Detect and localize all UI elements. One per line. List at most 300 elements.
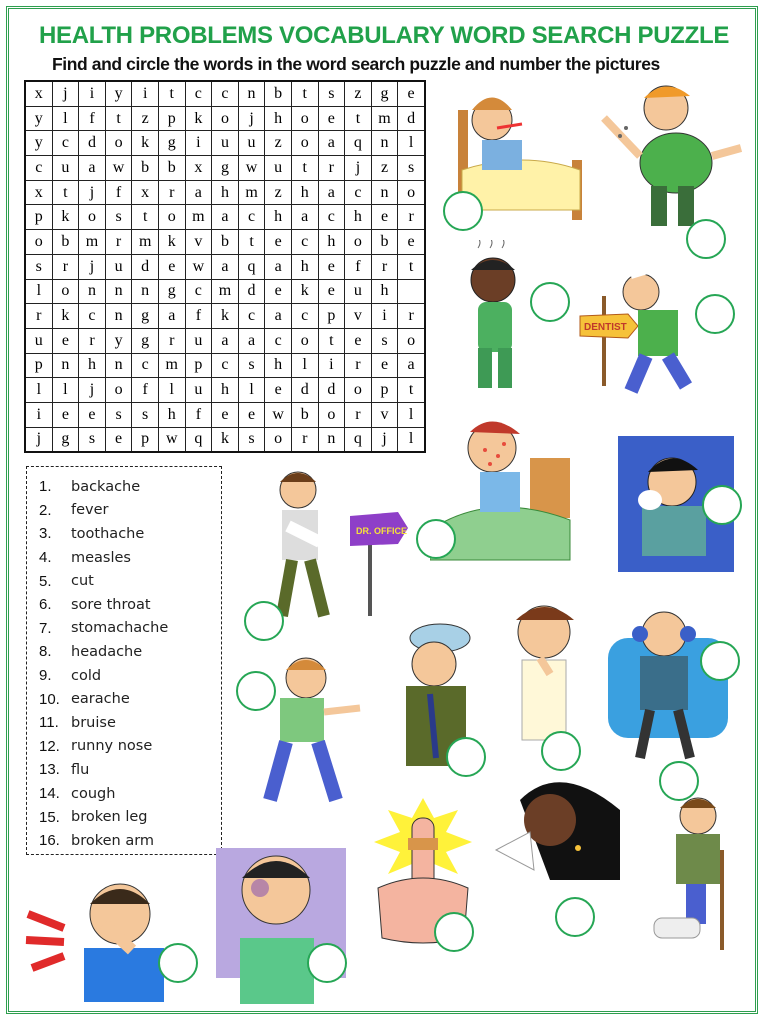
grid-cell[interactable]: l: [52, 378, 79, 403]
vocabulary-item: [39, 782, 221, 806]
grid-cell[interactable]: a: [265, 254, 292, 279]
grid-cell[interactable]: e: [265, 279, 292, 304]
vocabulary-item: [39, 687, 221, 711]
grid-cell[interactable]: p: [318, 304, 345, 329]
grid-cell[interactable]: a: [398, 353, 425, 378]
grid-cell[interactable]: h: [371, 279, 398, 304]
grid-cell[interactable]: p: [158, 106, 185, 131]
grid-row: [25, 402, 425, 427]
grid-cell[interactable]: c: [345, 180, 372, 205]
grid-cell[interactable]: c: [185, 81, 212, 106]
grid-cell[interactable]: i: [371, 304, 398, 329]
grid-cell[interactable]: g: [371, 81, 398, 106]
grid-cell[interactable]: c: [212, 353, 239, 378]
vocabulary-number: 3.: [39, 525, 52, 543]
grid-cell[interactable]: r: [398, 304, 425, 329]
vocabulary-word: flu: [71, 761, 90, 778]
grid-cell[interactable]: u: [185, 328, 212, 353]
grid-cell[interactable]: t: [132, 205, 159, 230]
answer-circle-measles[interactable]: [416, 519, 456, 559]
grid-row: [25, 279, 425, 304]
grid-cell[interactable]: l: [398, 427, 425, 452]
grid-cell[interactable]: s: [318, 81, 345, 106]
grid-cell[interactable]: k: [132, 131, 159, 156]
grid-cell[interactable]: o: [105, 131, 132, 156]
grid-cell[interactable]: l: [52, 106, 79, 131]
grid-cell[interactable]: t: [158, 81, 185, 106]
grid-cell[interactable]: i: [132, 81, 159, 106]
vocabulary-item: [39, 617, 221, 641]
grid-cell[interactable]: p: [185, 353, 212, 378]
grid-cell[interactable]: u: [265, 156, 292, 181]
grid-cell[interactable]: f: [345, 254, 372, 279]
vocabulary-number: 8.: [39, 643, 52, 661]
grid-cell[interactable]: k: [52, 304, 79, 329]
grid-cell[interactable]: c: [25, 156, 52, 181]
grid-row: [25, 378, 425, 403]
grid-cell[interactable]: o: [158, 205, 185, 230]
answer-circle-stomachache[interactable]: [530, 282, 570, 322]
grid-cell[interactable]: r: [158, 328, 185, 353]
grid-cell[interactable]: m: [132, 230, 159, 255]
vocabulary-item: [39, 758, 221, 782]
grid-cell[interactable]: d: [291, 378, 318, 403]
vocabulary-item: [39, 475, 221, 499]
grid-cell[interactable]: l: [398, 402, 425, 427]
grid-cell[interactable]: f: [105, 180, 132, 205]
vocabulary-item: [39, 569, 221, 593]
grid-cell[interactable]: h: [158, 402, 185, 427]
grid-row: [25, 353, 425, 378]
grid-cell[interactable]: y: [25, 131, 52, 156]
grid-cell[interactable]: l: [398, 131, 425, 156]
grid-cell[interactable]: q: [345, 427, 372, 452]
grid-cell[interactable]: a: [238, 328, 265, 353]
grid-cell[interactable]: x: [185, 156, 212, 181]
toothache-man-illustration: [24, 864, 174, 1004]
grid-cell[interactable]: e: [265, 378, 292, 403]
grid-cell[interactable]: e: [398, 230, 425, 255]
vocabulary-number: 4.: [39, 549, 52, 567]
vocabulary-list: [26, 466, 222, 855]
grid-cell[interactable]: z: [132, 106, 159, 131]
grid-cell[interactable]: d: [79, 131, 106, 156]
vocabulary-word: broken arm: [71, 832, 155, 849]
grid-cell[interactable]: c: [265, 328, 292, 353]
grid-cell[interactable]: n: [371, 131, 398, 156]
grid-cell[interactable]: t: [398, 378, 425, 403]
grid-cell[interactable]: k: [212, 427, 239, 452]
grid-row: [25, 328, 425, 353]
grid-cell[interactable]: g: [132, 304, 159, 329]
word-search-grid[interactable]: [24, 80, 426, 453]
grid-cell[interactable]: t: [238, 230, 265, 255]
grid-cell[interactable]: p: [25, 353, 52, 378]
doctor-office-sign: DR. OFFICE: [356, 526, 407, 536]
grid-cell[interactable]: j: [79, 180, 106, 205]
grid-cell[interactable]: r: [345, 402, 372, 427]
grid-cell[interactable]: q: [185, 427, 212, 452]
grid-cell[interactable]: t: [52, 180, 79, 205]
grid-cell[interactable]: f: [185, 402, 212, 427]
grid-cell[interactable]: s: [398, 156, 425, 181]
grid-cell[interactable]: o: [291, 328, 318, 353]
grid-cell[interactable]: g: [212, 156, 239, 181]
grid-cell[interactable]: c: [79, 304, 106, 329]
grid-cell[interactable]: b: [132, 156, 159, 181]
grid-cell[interactable]: n: [371, 180, 398, 205]
grid-cell[interactable]: s: [132, 402, 159, 427]
grid-cell[interactable]: i: [318, 353, 345, 378]
grid-cell[interactable]: n: [238, 81, 265, 106]
answer-circle-earache[interactable]: [700, 641, 740, 681]
grid-cell[interactable]: e: [318, 106, 345, 131]
grid-cell[interactable]: o: [398, 180, 425, 205]
grid-cell[interactable]: u: [185, 378, 212, 403]
grid-cell[interactable]: a: [212, 205, 239, 230]
grid-cell[interactable]: h: [265, 353, 292, 378]
answer-circle-headache[interactable]: [446, 737, 486, 777]
grid-cell[interactable]: t: [398, 254, 425, 279]
grid-cell[interactable]: m: [185, 205, 212, 230]
grid-cell[interactable]: p: [371, 378, 398, 403]
grid-cell[interactable]: n: [318, 427, 345, 452]
grid-cell[interactable]: a: [212, 328, 239, 353]
answer-circle-flu[interactable]: [659, 761, 699, 801]
grid-cell[interactable]: r: [105, 230, 132, 255]
grid-cell[interactable]: p: [132, 427, 159, 452]
grid-cell[interactable]: m: [371, 106, 398, 131]
grid-cell[interactable]: o: [345, 230, 372, 255]
grid-cell[interactable]: f: [132, 378, 159, 403]
answer-circle-sore-throat[interactable]: [541, 731, 581, 771]
grid-row: [25, 156, 425, 181]
vocabulary-number: 15.: [39, 808, 60, 826]
grid-cell[interactable]: a: [318, 131, 345, 156]
earache-illustration: [604, 598, 734, 768]
grid-cell[interactable]: g: [132, 328, 159, 353]
grid-cell[interactable]: l: [238, 378, 265, 403]
vocabulary-item: [39, 546, 221, 570]
grid-cell[interactable]: e: [371, 205, 398, 230]
grid-cell[interactable]: h: [79, 353, 106, 378]
grid-cell[interactable]: u: [105, 254, 132, 279]
grid-row: [25, 106, 425, 131]
grid-cell[interactable]: v: [345, 304, 372, 329]
grid-cell[interactable]: c: [212, 81, 239, 106]
grid-cell[interactable]: q: [345, 131, 372, 156]
cold-illustration: [490, 770, 630, 900]
grid-cell[interactable]: w: [238, 156, 265, 181]
grid-cell[interactable]: e: [158, 254, 185, 279]
grid-cell[interactable]: t: [318, 328, 345, 353]
grid-cell[interactable]: e: [265, 230, 292, 255]
page-title: HEALTH PROBLEMS VOCABULARY WORD SEARCH PUZZLE: [38, 22, 730, 49]
grid-cell[interactable]: j: [79, 378, 106, 403]
grid-cell[interactable]: n: [105, 353, 132, 378]
grid-cell[interactable]: c: [52, 131, 79, 156]
grid-cell[interactable]: x: [25, 81, 52, 106]
grid-cell[interactable]: r: [79, 328, 106, 353]
grid-cell[interactable]: e: [398, 81, 425, 106]
vocabulary-word: headache: [71, 643, 143, 660]
grid-cell[interactable]: s: [79, 427, 106, 452]
vocabulary-number: 16.: [39, 832, 60, 850]
grid-cell[interactable]: c: [185, 279, 212, 304]
answer-circle-toothache[interactable]: [695, 294, 735, 334]
grid-cell[interactable]: r: [25, 304, 52, 329]
grid-cell[interactable]: b: [371, 230, 398, 255]
grid-cell[interactable]: u: [212, 131, 239, 156]
grid-cell[interactable]: x: [132, 180, 159, 205]
grid-cell[interactable]: z: [371, 156, 398, 181]
grid-cell[interactable]: o: [318, 402, 345, 427]
vocabulary-item: [39, 499, 221, 523]
grid-cell[interactable]: h: [212, 180, 239, 205]
grid-cell[interactable]: y: [105, 81, 132, 106]
vocabulary-word: cut: [71, 573, 94, 590]
grid-cell[interactable]: l: [291, 353, 318, 378]
grid-cell[interactable]: j: [52, 81, 79, 106]
grid-cell[interactable]: o: [345, 378, 372, 403]
grid-cell[interactable]: n: [105, 304, 132, 329]
grid-cell[interactable]: h: [291, 254, 318, 279]
grid-row: [25, 205, 425, 230]
grid-cell[interactable]: r: [158, 180, 185, 205]
vocabulary-item: [39, 640, 221, 664]
vocabulary-number: 7.: [39, 619, 52, 637]
instructions: Find and circle the words in the word search puzzle and number the pictures: [52, 54, 660, 74]
grid-cell[interactable]: q: [238, 254, 265, 279]
vocabulary-number: 1.: [39, 478, 52, 496]
grid-cell[interactable]: c: [318, 205, 345, 230]
vocabulary-number: 9.: [39, 667, 52, 685]
grid-cell[interactable]: y: [25, 106, 52, 131]
grid-cell[interactable]: o: [291, 106, 318, 131]
grid-cell[interactable]: r: [371, 254, 398, 279]
grid-cell[interactable]: o: [79, 205, 106, 230]
grid-row: [25, 81, 425, 106]
vocabulary-word: bruise: [71, 714, 116, 731]
vocabulary-word: sore throat: [71, 596, 151, 613]
vocabulary-item: [39, 522, 221, 546]
answer-circle-runny-nose[interactable]: [702, 485, 742, 525]
vocabulary-word: earache: [71, 691, 130, 708]
grid-cell[interactable]: b: [52, 230, 79, 255]
grid-cell[interactable]: e: [52, 402, 79, 427]
grid-cell[interactable]: h: [212, 378, 239, 403]
grid-cell[interactable]: o: [212, 106, 239, 131]
grid-cell[interactable]: o: [25, 230, 52, 255]
grid-cell[interactable]: a: [265, 304, 292, 329]
grid-cell[interactable]: i: [25, 402, 52, 427]
grid-cell[interactable]: n: [105, 279, 132, 304]
grid-cell[interactable]: u: [238, 131, 265, 156]
vocabulary-word: stomachache: [71, 620, 169, 637]
grid-cell[interactable]: e: [105, 427, 132, 452]
grid-cell[interactable]: n: [132, 279, 159, 304]
grid-cell[interactable]: a: [185, 180, 212, 205]
grid-cell[interactable]: i: [79, 81, 106, 106]
grid-cell[interactable]: h: [265, 205, 292, 230]
grid-cell[interactable]: i: [185, 131, 212, 156]
grid-cell[interactable]: l: [25, 279, 52, 304]
grid-cell[interactable]: c: [238, 205, 265, 230]
grid-cell[interactable]: t: [345, 106, 372, 131]
grid-cell[interactable]: a: [212, 254, 239, 279]
grid-cell[interactable]: k: [158, 230, 185, 255]
grid-cell[interactable]: e: [318, 279, 345, 304]
grid-cell[interactable]: b: [291, 402, 318, 427]
grid-cell[interactable]: w: [105, 156, 132, 181]
grid-cell[interactable]: s: [238, 427, 265, 452]
grid-cell[interactable]: d: [238, 279, 265, 304]
grid-cell[interactable]: u: [25, 328, 52, 353]
grid-cell[interactable]: s: [105, 205, 132, 230]
answer-circle-fever[interactable]: [443, 191, 483, 231]
grid-cell[interactable]: s: [25, 254, 52, 279]
cough-illustration: [596, 78, 746, 238]
answer-circle-cut[interactable]: [434, 912, 474, 952]
answer-circle-backache[interactable]: [236, 671, 276, 711]
grid-cell[interactable]: e: [318, 254, 345, 279]
grid-cell[interactable]: s: [105, 402, 132, 427]
grid-cell[interactable]: h: [291, 180, 318, 205]
grid-cell[interactable]: j: [79, 254, 106, 279]
vocabulary-number: 14.: [39, 785, 60, 803]
grid-cell[interactable]: j: [238, 106, 265, 131]
vocabulary-number: 2.: [39, 501, 52, 519]
grid-cell[interactable]: r: [291, 427, 318, 452]
grid-row: [25, 427, 425, 452]
vocabulary-word: runny nose: [71, 738, 153, 755]
grid-cell[interactable]: v: [371, 402, 398, 427]
answer-circle-cough[interactable]: [686, 219, 726, 259]
grid-cell[interactable]: n: [79, 279, 106, 304]
vocabulary-item: [39, 735, 221, 759]
grid-cell[interactable]: o: [398, 328, 425, 353]
grid-cell[interactable]: h: [265, 106, 292, 131]
dentist-sign: DENTIST: [584, 322, 627, 333]
grid-cell[interactable]: k: [291, 279, 318, 304]
grid-cell[interactable]: c: [132, 353, 159, 378]
grid-cell[interactable]: m: [158, 353, 185, 378]
grid-cell[interactable]: a: [291, 205, 318, 230]
grid-cell[interactable]: c: [291, 230, 318, 255]
grid-cell[interactable]: w: [185, 254, 212, 279]
grid-cell[interactable]: m: [238, 180, 265, 205]
grid-cell[interactable]: c: [238, 304, 265, 329]
grid-cell[interactable]: m: [212, 279, 239, 304]
grid-cell[interactable]: g: [158, 131, 185, 156]
bruise-illustration: [196, 838, 356, 1008]
grid-cell[interactable]: u: [345, 279, 372, 304]
vocabulary-item: [39, 829, 221, 853]
grid-cell[interactable]: e: [371, 353, 398, 378]
grid-cell[interactable]: p: [25, 205, 52, 230]
grid-cell[interactable]: k: [52, 205, 79, 230]
grid-cell[interactable]: c: [291, 304, 318, 329]
answer-circle-bruise[interactable]: [307, 943, 347, 983]
grid-cell[interactable]: h: [318, 230, 345, 255]
grid-cell[interactable]: t: [105, 106, 132, 131]
grid-cell[interactable]: l: [158, 378, 185, 403]
grid-cell[interactable]: r: [52, 254, 79, 279]
grid-cell[interactable]: d: [132, 254, 159, 279]
grid-cell[interactable]: z: [265, 180, 292, 205]
grid-cell[interactable]: d: [398, 106, 425, 131]
grid-cell[interactable]: [398, 279, 425, 304]
grid-cell[interactable]: h: [345, 205, 372, 230]
grid-cell[interactable]: o: [105, 378, 132, 403]
grid-cell[interactable]: s: [371, 328, 398, 353]
grid-cell[interactable]: l: [25, 378, 52, 403]
grid-cell[interactable]: a: [318, 180, 345, 205]
answer-circle-cold[interactable]: [555, 897, 595, 937]
vocabulary-number: 13.: [39, 761, 60, 779]
grid-cell[interactable]: f: [185, 304, 212, 329]
grid-cell[interactable]: b: [265, 81, 292, 106]
grid-cell[interactable]: b: [158, 156, 185, 181]
grid-row: [25, 180, 425, 205]
grid-cell[interactable]: u: [52, 156, 79, 181]
grid-cell[interactable]: g: [158, 279, 185, 304]
grid-cell[interactable]: z: [265, 131, 292, 156]
answer-circle-broken-arm[interactable]: [244, 601, 284, 641]
grid-cell[interactable]: r: [398, 205, 425, 230]
grid-cell[interactable]: e: [212, 402, 239, 427]
grid-cell[interactable]: n: [52, 353, 79, 378]
grid-cell[interactable]: g: [52, 427, 79, 452]
grid-cell[interactable]: v: [185, 230, 212, 255]
answer-circle-toothache-man[interactable]: [158, 943, 198, 983]
grid-cell[interactable]: j: [25, 427, 52, 452]
grid-cell[interactable]: e: [79, 402, 106, 427]
grid-cell[interactable]: r: [318, 156, 345, 181]
vocabulary-number: 10.: [39, 690, 60, 708]
grid-cell[interactable]: f: [79, 106, 106, 131]
grid-cell[interactable]: t: [291, 81, 318, 106]
grid-cell[interactable]: y: [105, 328, 132, 353]
vocabulary-number: 12.: [39, 737, 60, 755]
grid-cell[interactable]: k: [212, 304, 239, 329]
grid-cell[interactable]: w: [158, 427, 185, 452]
grid-cell[interactable]: m: [79, 230, 106, 255]
grid-cell[interactable]: b: [212, 230, 239, 255]
grid-cell[interactable]: x: [25, 180, 52, 205]
grid-cell[interactable]: z: [345, 81, 372, 106]
grid-cell[interactable]: a: [158, 304, 185, 329]
grid-cell[interactable]: o: [265, 427, 292, 452]
grid-cell[interactable]: t: [291, 156, 318, 181]
grid-cell[interactable]: j: [371, 427, 398, 452]
grid-cell[interactable]: o: [291, 131, 318, 156]
grid-cell[interactable]: w: [265, 402, 292, 427]
grid-cell[interactable]: o: [52, 279, 79, 304]
grid-cell[interactable]: s: [238, 353, 265, 378]
grid-cell[interactable]: j: [345, 156, 372, 181]
grid-cell[interactable]: d: [318, 378, 345, 403]
vocabulary-number: 6.: [39, 596, 52, 614]
grid-cell[interactable]: e: [345, 328, 372, 353]
grid-cell[interactable]: e: [52, 328, 79, 353]
vocabulary-item: [39, 664, 221, 688]
grid-cell[interactable]: a: [79, 156, 106, 181]
vocabulary-word: fever: [71, 502, 109, 519]
grid-cell[interactable]: k: [185, 106, 212, 131]
grid-cell[interactable]: e: [238, 402, 265, 427]
grid-cell[interactable]: r: [345, 353, 372, 378]
